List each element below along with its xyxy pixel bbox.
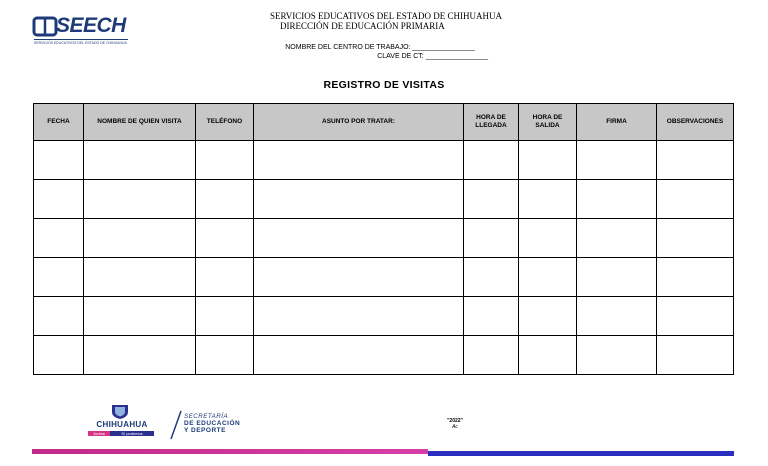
divider-slash bbox=[170, 410, 182, 440]
table-cell[interactable] bbox=[254, 141, 464, 180]
org-line-2: DIRECCIÓN DE EDUCACIÓN PRIMARIA bbox=[280, 21, 445, 31]
table-cell[interactable] bbox=[254, 258, 464, 297]
col-nombre: NOMBRE DE QUIEN VISITA bbox=[84, 104, 196, 141]
table-row bbox=[34, 336, 734, 375]
table-cell[interactable] bbox=[464, 141, 519, 180]
center-name-field: NOMBRE DEL CENTRO DE TRABAJO: ________________ bbox=[285, 44, 475, 51]
table-cell[interactable] bbox=[84, 258, 196, 297]
table-cell[interactable] bbox=[34, 141, 84, 180]
chihuahua-logo bbox=[86, 404, 158, 442]
table-row bbox=[34, 219, 734, 258]
col-asunto: ASUNTO POR TRATAR: bbox=[254, 104, 464, 141]
state-name: CHIHUAHUA bbox=[96, 420, 148, 429]
year-line-1: "2022" bbox=[447, 418, 463, 424]
col-fecha: FECHA bbox=[34, 104, 84, 141]
table-cell[interactable] bbox=[657, 141, 734, 180]
table-cell[interactable] bbox=[34, 297, 84, 336]
table-cell[interactable] bbox=[34, 219, 84, 258]
table-cell[interactable] bbox=[577, 180, 657, 219]
table-cell[interactable] bbox=[519, 297, 577, 336]
table-cell[interactable] bbox=[577, 336, 657, 375]
table-cell[interactable] bbox=[577, 141, 657, 180]
org-line-1: SERVICIOS EDUCATIVOS DEL ESTADO DE CHIHUAHUA bbox=[270, 11, 502, 21]
table-cell[interactable] bbox=[657, 258, 734, 297]
table-cell[interactable] bbox=[519, 141, 577, 180]
table-cell[interactable] bbox=[196, 336, 254, 375]
table-cell[interactable] bbox=[519, 219, 577, 258]
state-shield-icon bbox=[109, 404, 131, 420]
table-row bbox=[34, 180, 734, 219]
year-line-2: Ac bbox=[452, 424, 458, 430]
year-note bbox=[420, 418, 490, 430]
table-cell[interactable] bbox=[464, 336, 519, 375]
workplace-fields bbox=[260, 43, 500, 61]
table-cell[interactable] bbox=[196, 258, 254, 297]
secretaria-line-1: SECRETARÍA bbox=[184, 413, 229, 420]
state-tag-right: Sí podemos bbox=[110, 431, 154, 436]
table-cell[interactable] bbox=[84, 180, 196, 219]
table-cell[interactable] bbox=[577, 297, 657, 336]
table-cell[interactable] bbox=[657, 219, 734, 258]
visits-table bbox=[33, 103, 734, 375]
table-cell[interactable] bbox=[196, 219, 254, 258]
secretaria-line-3: Y DEPORTE bbox=[184, 427, 226, 434]
table-cell[interactable] bbox=[464, 180, 519, 219]
table-cell[interactable] bbox=[464, 219, 519, 258]
table-row bbox=[34, 258, 734, 297]
logo-subtitle: SERVICIOS EDUCATIVOS DEL ESTADO DE CHIHUAHUA bbox=[34, 41, 127, 45]
table-cell[interactable] bbox=[519, 336, 577, 375]
table-cell[interactable] bbox=[254, 180, 464, 219]
table-row bbox=[34, 297, 734, 336]
document-title: REGISTRO DE VISITAS bbox=[323, 79, 445, 91]
table-cell[interactable] bbox=[464, 297, 519, 336]
table-row bbox=[34, 141, 734, 180]
table-cell[interactable] bbox=[577, 219, 657, 258]
table-cell[interactable] bbox=[657, 297, 734, 336]
table-cell[interactable] bbox=[519, 258, 577, 297]
table-cell[interactable] bbox=[196, 141, 254, 180]
col-observaciones: OBSERVACIONES bbox=[657, 104, 734, 141]
table-cell[interactable] bbox=[84, 336, 196, 375]
table-header-row bbox=[34, 104, 734, 141]
table-cell[interactable] bbox=[519, 180, 577, 219]
col-telefono: TELÉFONO bbox=[196, 104, 254, 141]
table-cell[interactable] bbox=[464, 258, 519, 297]
table-cell[interactable] bbox=[254, 219, 464, 258]
table-cell[interactable] bbox=[657, 180, 734, 219]
secretaria-logo bbox=[184, 413, 240, 434]
organization-header bbox=[270, 11, 502, 31]
table-cell[interactable] bbox=[84, 297, 196, 336]
table-cell[interactable] bbox=[577, 258, 657, 297]
table-cell[interactable] bbox=[84, 141, 196, 180]
seech-logo bbox=[32, 14, 132, 48]
table-cell[interactable] bbox=[196, 180, 254, 219]
col-firma: FIRMA bbox=[577, 104, 657, 141]
col-hora-llegada: HORA DE LLEGADA bbox=[464, 104, 519, 141]
logo-name: SEECH bbox=[56, 14, 126, 37]
table-cell[interactable] bbox=[254, 297, 464, 336]
center-key-field: CLAVE DE CT: ________________ bbox=[377, 53, 488, 60]
table-cell[interactable] bbox=[34, 336, 84, 375]
table-cell[interactable] bbox=[34, 180, 84, 219]
col-hora-salida: HORA DE SALIDA bbox=[519, 104, 577, 141]
table-cell[interactable] bbox=[657, 336, 734, 375]
secretaria-line-2: DE EDUCACIÓN bbox=[184, 420, 241, 427]
footer-stripe-blue bbox=[428, 451, 734, 456]
footer-stripe-pink bbox=[32, 449, 428, 454]
table-cell[interactable] bbox=[254, 336, 464, 375]
table-cell[interactable] bbox=[34, 258, 84, 297]
logo-underline bbox=[34, 39, 128, 40]
state-tag-left: Juntos bbox=[88, 431, 110, 436]
table-cell[interactable] bbox=[196, 297, 254, 336]
table-cell[interactable] bbox=[84, 219, 196, 258]
